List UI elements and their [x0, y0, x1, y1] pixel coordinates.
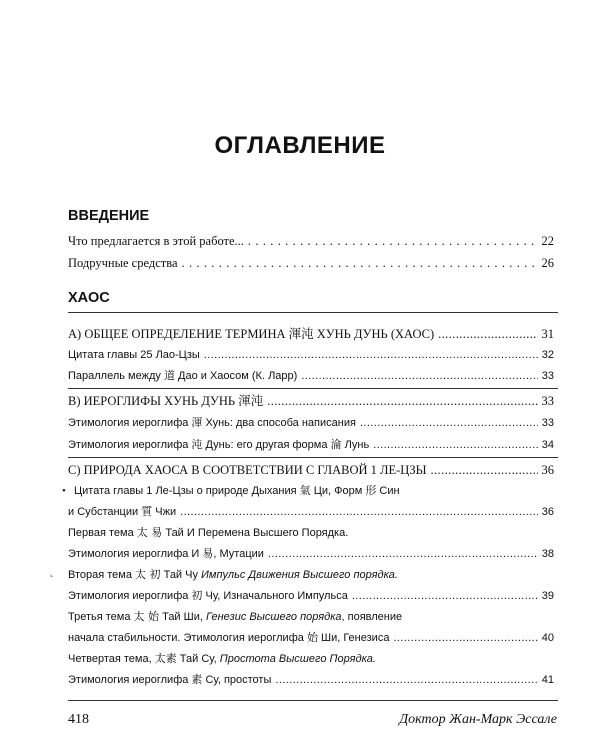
toc-entry-label-2: Дунь: его другая форма: [205, 439, 328, 451]
toc-entry-label-2: , Мутации: [213, 548, 264, 560]
toc-entry-a[interactable]: [68, 326, 554, 342]
toc-entry[interactable]: [68, 672, 554, 688]
toc-entry-italic: Генезис Высшего порядка: [205, 611, 342, 623]
leader-dots: [248, 233, 538, 249]
bullet-icon: •: [62, 485, 66, 497]
toc-entry-italic: Простота Высшего Порядка.: [219, 653, 376, 665]
toc-entry-c[interactable]: [68, 462, 554, 478]
toc-entry[interactable]: [68, 437, 554, 453]
hieroglyph: 淪: [330, 438, 342, 451]
hieroglyph: 易: [202, 547, 214, 560]
hieroglyph: 道: [163, 369, 175, 382]
toc-entry-label: Параллель между: [68, 370, 161, 382]
toc-entry[interactable]: [68, 588, 554, 604]
hieroglyph: 渾沌: [288, 326, 314, 341]
hieroglyph: 質: [141, 505, 153, 518]
leader-dots: [438, 326, 537, 342]
hieroglyph: 形: [365, 484, 377, 497]
toc-entry-label: А) ОБЩЕЕ ОПРЕДЕЛЕНИЕ ТЕРМИНА: [68, 327, 286, 341]
running-footer-author: Доктор Жан-Марк Эссале: [399, 712, 557, 727]
toc-entry[interactable]: [68, 233, 554, 249]
toc-entry-page: 41: [541, 674, 554, 686]
section-divider: [68, 312, 558, 313]
hieroglyph: 太 始: [133, 610, 160, 623]
hieroglyph: 太 初: [135, 568, 161, 581]
toc-entry-label-2: Тай И Перемена Высшего Порядка.: [165, 527, 349, 539]
toc-entry-label-3: Син: [379, 485, 400, 497]
hieroglyph: 初: [191, 589, 203, 602]
hieroglyph: 渾沌: [238, 393, 264, 408]
toc-entry-label: и Субстанции: [68, 506, 139, 518]
toc-entry[interactable]: [68, 347, 554, 363]
toc-entry-label-2: Тай Чу: [163, 569, 198, 581]
toc-entry-label-2: Су, простоты: [205, 674, 272, 686]
leader-dots: [275, 672, 537, 688]
toc-entry-label-2: ХУНЬ ДУНЬ (ХАОС): [316, 327, 435, 341]
toc-entry-page: 36: [541, 506, 554, 518]
toc-entry-page: 26: [541, 256, 554, 270]
section-divider: [68, 457, 558, 458]
toc-entry[interactable]: [68, 630, 554, 646]
toc-entry-label-3: , появление: [341, 611, 403, 623]
footer-divider: [68, 700, 558, 701]
toc-entry-label: Цитата главы 1 Ле-Цзы о природе Дыхания: [74, 485, 297, 497]
leader-dots: [431, 462, 538, 478]
toc-entry-label-2: Ци, Форм: [313, 485, 363, 497]
toc-entry-label: Подручные средства: [68, 256, 178, 270]
toc-entry-page: 33: [541, 370, 554, 382]
section-divider: [68, 388, 558, 389]
toc-entry-line[interactable]: [68, 651, 376, 667]
toc-entry-label-2: Чжи: [155, 506, 177, 518]
leader-dots: [360, 415, 538, 431]
leader-dots: [373, 437, 538, 453]
toc-entry-italic: Импульс Движения Высшего порядка.: [201, 569, 398, 581]
toc-entry-page: 38: [541, 548, 554, 560]
leader-dots: [180, 504, 538, 520]
page-title: ОГЛАВЛЕНИЕ: [214, 132, 386, 159]
hieroglyph: 太 易: [136, 526, 163, 539]
toc-entry-label: Цитата главы 25 Лао-Цзы: [68, 349, 200, 361]
leader-dots: [393, 630, 537, 646]
hieroglyph: 渾: [191, 416, 203, 429]
toc-entry-label-2: Хунь: два способа написания: [205, 417, 356, 429]
leader-dots: [268, 546, 538, 562]
toc-entry-label: Третья тема: [68, 611, 131, 623]
toc-entry-line[interactable]: [68, 567, 398, 583]
toc-entry-label: С) ПРИРОДА ХАОСА В СООТВЕТСТВИИ С ГЛАВОЙ 1 ЛЕ-ЦЗЫ: [68, 463, 427, 477]
toc-entry-label: Что предлагается в этой работе...: [68, 234, 244, 248]
toc-entry[interactable]: [68, 255, 554, 271]
toc-entry-label: Этимология иероглифа: [68, 417, 189, 429]
leader-dots: [301, 368, 537, 384]
toc-entry[interactable]: [68, 504, 554, 520]
toc-entry-line[interactable]: [68, 525, 348, 541]
toc-entry-page: 39: [541, 590, 554, 602]
toc-entry-label: Четвертая тема,: [68, 653, 152, 665]
toc-entry[interactable]: [68, 415, 554, 431]
hieroglyph: 沌: [191, 438, 203, 451]
toc-entry-label: Этимология иероглифа И: [68, 548, 200, 560]
toc-entry-page: 33: [541, 417, 554, 429]
toc-entry-page: 36: [541, 463, 554, 477]
toc-entry-page: 34: [541, 439, 554, 451]
toc-entry-label: Этимология иероглифа: [68, 590, 189, 602]
margin-mark: ˛: [50, 566, 54, 578]
section-heading-intro: ВВЕДЕНИЕ: [68, 208, 150, 224]
hieroglyph: 始: [306, 631, 318, 644]
toc-entry-label-2: Тай Ши,: [162, 611, 203, 623]
toc-entry-page: 33: [541, 394, 554, 408]
leader-dots: [204, 347, 538, 363]
toc-entry-label: В) ИЕРОГЛИФЫ ХУНЬ ДУНЬ: [68, 394, 236, 408]
section-heading-chaos: ХАОС: [68, 290, 110, 306]
toc-entry-label: начала стабильности. Этимология иероглифа: [68, 632, 304, 644]
toc-entry-label: Этимология иероглифа: [68, 439, 189, 451]
toc-entry-page: 31: [541, 327, 554, 341]
toc-entry-label: Этимология иероглифа: [68, 674, 189, 686]
toc-entry-label-3: Лунь: [344, 439, 370, 451]
toc-entry[interactable]: [68, 546, 554, 562]
toc-entry-b[interactable]: [68, 393, 554, 409]
toc-entry-label: Первая тема: [68, 527, 134, 539]
toc-entry-page: 40: [541, 632, 554, 644]
leader-dots: [352, 588, 538, 604]
toc-entry-page: 22: [541, 234, 554, 248]
toc-entry[interactable]: [68, 368, 554, 384]
toc-entry-label-2: Дао и Хаосом (К. Ларр): [178, 370, 298, 382]
page-number: 418: [68, 712, 89, 727]
toc-entry-line[interactable]: [74, 483, 400, 499]
toc-entry-label-2: Тай Су,: [179, 653, 217, 665]
toc-entry-label-2: Чу, Изначального Импульса: [205, 590, 348, 602]
toc-entry-line[interactable]: [68, 609, 402, 625]
hieroglyph: 太素: [154, 652, 177, 665]
toc-entry-page: 32: [541, 349, 554, 361]
leader-dots: [182, 255, 538, 271]
hieroglyph: 氣: [299, 484, 311, 497]
toc-entry-label-2: Ши, Генезиса: [321, 632, 390, 644]
leader-dots: [267, 393, 537, 409]
toc-entry-label: Вторая тема: [68, 569, 132, 581]
hieroglyph: 素: [191, 673, 203, 686]
